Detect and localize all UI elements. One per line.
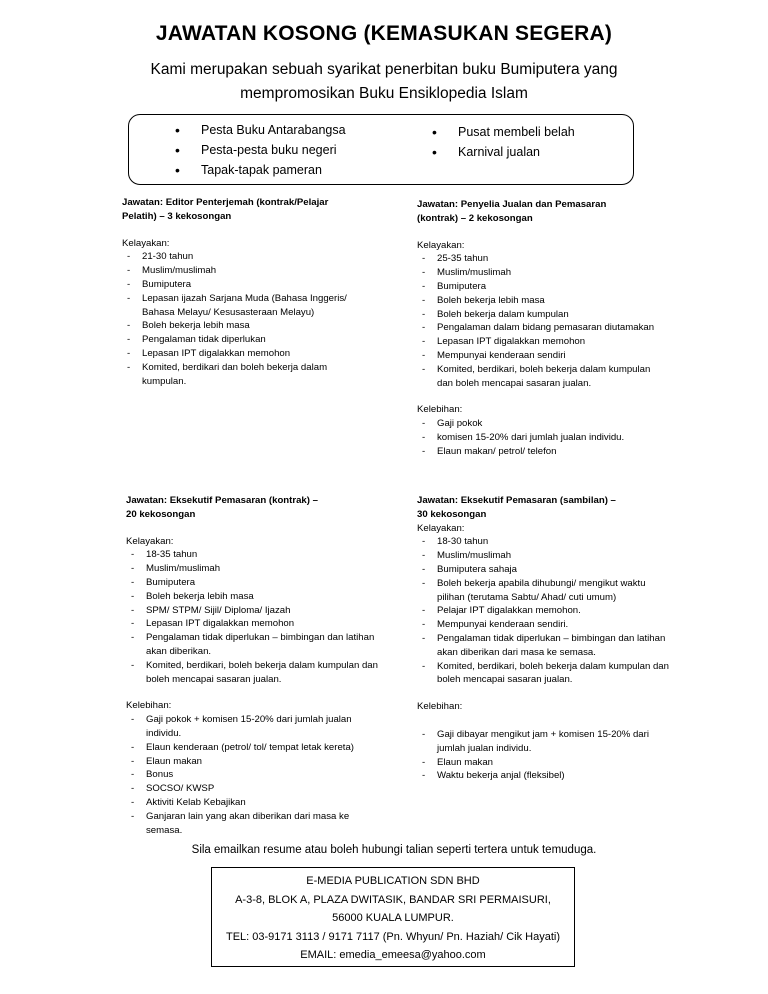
company-name: E-MEDIA PUBLICATION SDN BHD [306,875,480,887]
venue-item: • Pesta Buku Antarabangsa [175,120,346,140]
requirements-label: Kelayakan: [417,522,465,534]
list-item: - Pengalaman tidak diperlukan – bimbingan dan latihan akan diberikan. [131,631,382,659]
list-item: - Bumiputera sahaja [422,563,673,577]
list-item: - SPM/ STPM/ Sijil/ Diploma/ Ijazah [131,604,382,618]
list-item: - Lepasan ijazah Sarjana Muda (Bahasa Inggeris/ Bahasa Melayu/ Kesusasteraan Melayu) [127,292,368,320]
list-item: - Lepasan IPT digalakkan memohon [131,617,382,631]
intro-line-2: mempromosikan Buku Ensiklopedia Islam [240,85,528,102]
job-title: Jawatan: Penyelia Jualan dan Pemasaran (kontrak) – 2 kekosongan [417,199,607,224]
list-item: - Komited, berdikari, boleh bekerja dalam kumpulan dan boleh mencapai sasaran jualan. [422,660,673,688]
list-item: - komisen 15-20% dari jumlah jualan individu. [422,431,667,445]
list-item: - 18-35 tahun [131,548,382,562]
requirements-label: Kelayakan: [122,237,170,249]
email: EMAIL: emedia_emeesa@yahoo.com [300,949,486,961]
list-item: - Boleh bekerja dalam kumpulan [422,308,667,322]
list-item: - Muslim/muslimah [422,549,673,563]
venue-item: • Pusat membeli belah [432,122,575,142]
benefits-label: Kelebihan: [417,701,463,713]
list-item: - Pengalaman tidak diperlukan [127,333,368,347]
list-item: - Boleh bekerja lebih masa [422,294,667,308]
list-item: - Ganjaran lain yang akan diberikan dari masa ke semasa. [131,810,382,838]
list-item: - Pengalaman dalam bidang pemasaran diutamakan [422,321,667,335]
job-eksekutif-sambilan [417,494,673,783]
list-item: - Pengalaman tidak diperlukan – bimbingan dan latihan akan diberikan dari masa ke semasa. [422,632,673,660]
benefits-list [422,728,673,783]
address-line-1: A-3-8, BLOK A, PLAZA DWITASIK, BANDAR SRI PERMAISURI, [235,893,551,906]
list-item: - Bumiputera [131,576,382,590]
list-item: - 21-30 tahun [127,250,368,264]
job-penyelia-jualan [417,198,667,459]
job-title: Jawatan: Eksekutif Pemasaran (sambilan) – 30 kekosongan [417,495,616,520]
list-item: - Komited, berdikari dan boleh bekerja dalam kumpulan. [127,361,368,389]
requirements-label: Kelayakan: [417,239,465,251]
list-item: - 18-30 tahun [422,535,673,549]
intro-line-1: Kami merupakan sebuah syarikat penerbitan buku Bumiputera yang [150,61,618,78]
list-item: - Elaun makan [422,756,673,770]
list-item: - Lepasan IPT digalakkan memohon [127,347,368,361]
venue-item: • Pesta-pesta buku negeri [175,140,346,160]
requirements-list [422,535,673,687]
contact-box [211,867,575,967]
list-item: - Gaji pokok + komisen 15-20% dari jumlah jualan individu. [131,713,382,741]
list-item: - Boleh bekerja apabila dihubungi/ mengikut waktu pilihan (terutama Sabtu/ Ahad/ cuti umum) [422,577,673,605]
list-item: - Komited, berdikari, boleh bekerja dalam kumpulan dan boleh mencapai sasaran jualan. [131,659,382,687]
requirements-list [131,548,382,686]
list-item: - Mempunyai kenderaan sendiri [422,349,667,363]
requirements-list [422,252,667,390]
job-title: Jawatan: Eksekutif Pemasaran (kontrak) – 20 kekosongan [126,495,318,520]
benefits-list [422,417,667,458]
telephone: TEL: 03-9171 3113 / 9171 7117 (Pn. Whyun/ Pn. Haziah/ Cik Hayati) [225,930,561,943]
list-item: - Aktiviti Kelab Kebajikan [131,796,382,810]
address-line-2: 56000 KUALA LUMPUR. [332,912,454,924]
benefits-list [131,713,382,837]
list-item: - Elaun makan/ petrol/ telefon [422,445,667,459]
list-item: - Boleh bekerja lebih masa [127,319,368,333]
list-item: - Boleh bekerja lebih masa [131,590,382,604]
list-item: - Komited, berdikari, boleh bekerja dalam kumpulan dan boleh mencapai sasaran jualan. [422,363,667,391]
benefits-label: Kelebihan: [126,700,172,712]
venue-item: • Karnival jualan [432,142,575,162]
list-item: - Muslim/muslimah [127,264,368,278]
venues-list-left [175,120,346,180]
list-item: - Elaun makan [131,755,382,769]
requirements-label: Kelayakan: [126,535,174,547]
list-item: - Pelajar IPT digalakkan memohon. [422,604,673,618]
job-editor-penterjemah [122,196,368,388]
list-item: - Muslim/muslimah [131,562,382,576]
requirements-list [127,250,368,388]
list-item: - Elaun kenderaan (petrol/ tol/ tempat letak kereta) [131,741,382,755]
list-item: - Bonus [131,768,382,782]
company-intro [100,58,668,106]
list-item: - SOCSO/ KWSP [131,782,382,796]
list-item: - Mempunyai kenderaan sendiri. [422,618,673,632]
list-item: - Waktu bekerja anjal (fleksibel) [422,769,673,783]
benefits-label: Kelebihan: [417,404,463,416]
list-item: - 25-35 tahun [422,252,667,266]
job-eksekutif-kontrak [126,494,382,837]
list-item: - Bumiputera [127,278,368,292]
list-item: - Bumiputera [422,280,667,294]
list-item: - Gaji pokok [422,417,667,431]
venues-list-right [432,122,575,162]
apply-instruction: Sila emailkan resume atau boleh hubungi talian seperti tertera untuk temuduga. [191,844,597,856]
list-item: - Gaji dibayar mengikut jam + komisen 15-20% dari jumlah jualan individu. [422,728,673,756]
list-item: - Lepasan IPT digalakkan memohon [422,335,667,349]
list-item: - Muslim/muslimah [422,266,667,280]
venue-item: • Tapak-tapak pameran [175,160,346,180]
page-title: JAWATAN KOSONG (KEMASUKAN SEGERA) [155,22,613,45]
job-title: Jawatan: Editor Penterjemah (kontrak/Pelajar Pelatih) – 3 kekosongan [122,197,329,222]
